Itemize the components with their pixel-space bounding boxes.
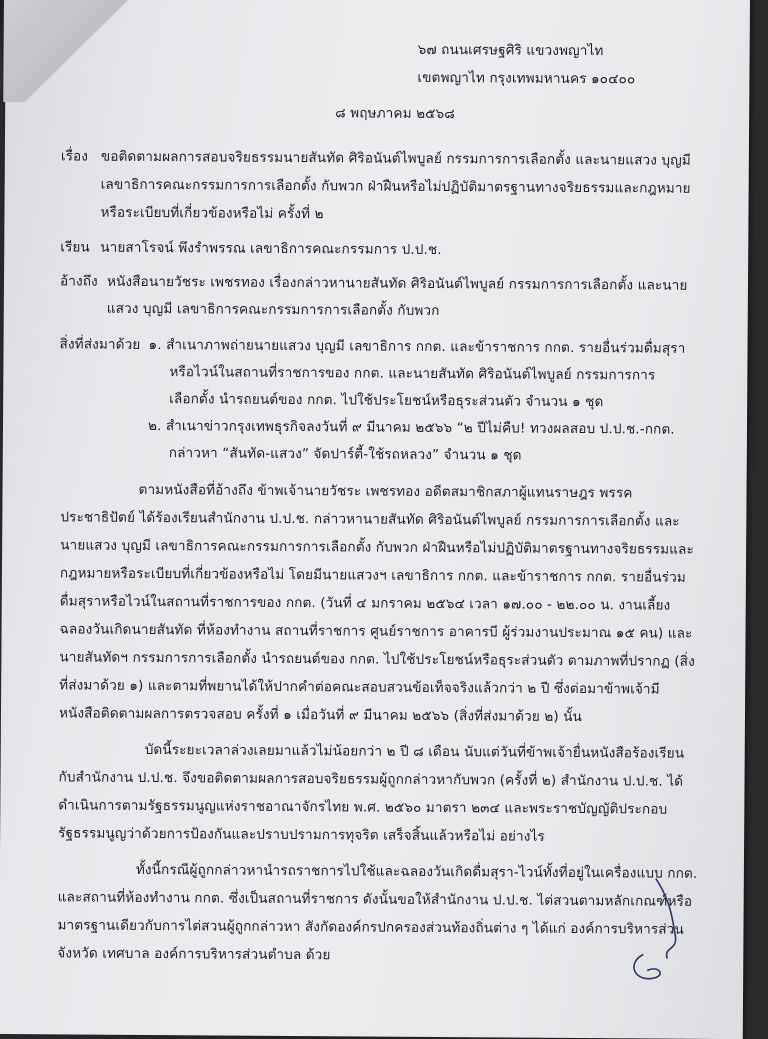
subject-line: เลขาธิการคณะกรรมการการเลือกตั้ง กับพวก ฝ่าฝืนหรือไม่ปฏิบัติมาตรฐานทางจริยธรรมและกฎหมาย: [100, 176, 691, 197]
reference-line: แสวง บุญมี เลขาธิการคณะกรรมการการเลือกตั้ง กับพวก: [106, 300, 440, 320]
enclosure-line: ๒. สำเนาข่าวกรุงเทพธุรกิจลงวันที่ ๙ มีนาคม ๒๕๖๖ “๒ ปีไม่คืบ! ทวงผลสอบ ป.ป.ช.-กกต.: [147, 418, 675, 438]
body-line: ดื่มสุราหรือไวน์ในสถานที่ราชการของ กกต. (วันที่ ๔ มกราคม ๒๕๖๔ เวลา ๑๗.๐๐ - ๒๒.๐๐ น. งานเลี้ยง: [59, 593, 671, 614]
body-line: มาตรฐานเดียวกับการไต่สวนผู้ถูกกล่าวหา สังกัดองค์กรปกครองส่วนท้องถิ่นต่าง ๆ ได้แก่ องค์การบริหารส่วน: [57, 917, 684, 938]
to-recipient: นายสาโรจน์ พึงรำพรรณ เลขาธิการคณะกรรมการ ป.ป.ช.: [100, 239, 442, 259]
subject-label: เรื่อง: [60, 148, 89, 165]
enclosure-line: ๑. สำเนาภาพถ่ายนายแสวง บุญมี เลขาธิการ กกต. และข้าราชการ กกต. รายอื่นร่วมดื่มสุรา: [148, 337, 686, 357]
body-line: ประชาธิปัตย์ ได้ร้องเรียนสำนักงาน ป.ป.ช. กล่าวหานายสันทัด ศิริอนันต์ไพบูลย์ กรรมการการเลือกตั้ง และ: [60, 509, 680, 530]
body-line: ฉลองวันเกิดนายสันทัด ที่ห้องทำงาน สถานที่ราชการ ศูนย์ราชการ อาคารบี ผู้ร่วมงานประมาณ ๑๕ คน) และ: [59, 621, 693, 642]
body-line: นายสันทัดฯ กรรมการการเลือกตั้ง นำรถยนต์ของ กกต. ไปใช้ประโยชน์หรือธุระส่วนตัว ตามภาพที่ปรากฏ (สิ่ง: [59, 649, 695, 670]
address-line-1: ๖๗ ถนนเศรษฐศิริ แขวงพญาไท: [417, 41, 604, 60]
reference-line: หนังสือนายวัชระ เพชรทอง เรื่องกล่าวหานายสันทัด ศิริอนันต์ไพบูลย์ กรรมการการเลือกตั้ง และนาย: [106, 273, 688, 294]
letter-date: ๘ พฤษภาคม ๒๕๖๘: [335, 105, 455, 123]
handwritten-signature-mark: [625, 876, 696, 986]
body-line: ทั้งนี้กรณีผู้ถูกกล่าวหานำรถราชการไปใช้และฉลองวันเกิดดื่มสุรา-ไวน์ทั้งที่อยู่ในเครื่องแบบ กกต.: [135, 861, 698, 882]
address-line-2: เขตพญาไท กรุงเทพมหานคร ๑๐๔๐๐: [417, 69, 636, 88]
body-line: กับสำนักงาน ป.ป.ช. จึงขอติดตามผลการสอบจริยธรรมผู้ถูกกล่าวหากับพวก (ครั้งที่ ๒) สำนักงาน ป.ป.ช. ได้: [58, 769, 684, 790]
enclosure-label: สิ่งที่ส่งมาด้วย: [59, 336, 141, 353]
body-line: และสถานที่ห้องทำงาน กกต. ซึ่งเป็นสถานที่ราชการ ดังนั้นขอให้สำนักงาน ป.ป.ช. ไต่สวนตามหลักเกณฑ์หรือ: [57, 889, 693, 910]
page-fold: [3, 0, 154, 103]
body-line: บัดนี้ระยะเวลาล่วงเลยมาแล้วไม่น้อยกว่า ๒ ปี ๘ เดือน นับแต่วันที่ข้าพเจ้ายื่นหนังสือร้องเรียน: [144, 741, 685, 762]
enclosure-line: กล่าวหา “สันทัด-แสวง” จัดปาร์ตี้-ใช้รถหลวง” จำนวน ๑ ชุด: [168, 445, 522, 464]
subject-line: ขอติดตามผลการสอบจริยธรรมนายสันทัด ศิริอนันต์ไพบูลย์ กรรมการการเลือกตั้ง และนายแสวง บุญมี: [100, 148, 691, 169]
body-line: ดำเนินการตามรัฐธรรมนูญแห่งราชอาณาจักรไทย พ.ศ. ๒๕๖๐ มาตรา ๒๓๔ และพระราชบัญญัติประกอบ: [58, 797, 668, 818]
body-line: กฎหมายหรือระเบียบที่เกี่ยวข้องหรือไม่ โดยมีนายแสวงฯ เลขาธิการ กกต. และข้าราชการ กกต. รายอื่นร่วม: [59, 565, 686, 586]
enclosure-line: หรือไวน์ในสถานที่ราชการของ กกต. และนายสันทัด ศิริอนันต์ไพบูลย์ กรรมการการ: [169, 364, 656, 384]
body-line: จังหวัด เทศบาล องค์การบริหารส่วนตำบล ด้วย: [57, 945, 331, 964]
body-line: รัฐธรรมนูญว่าด้วยการป้องกันและปราบปรามการทุจริต เสร็จสิ้นแล้วหรือไม่ อย่างไร: [58, 825, 545, 845]
subject-line: หรือระเบียบที่เกี่ยวข้องหรือไม่ ครั้งที่ ๒: [100, 204, 324, 223]
body-line: ที่ส่งมาด้วย ๑) และตามที่พยานได้ให้ปากคำต่อคณะสอบสวนข้อเท็จจริงแล้วกว่า ๒ ปี ซึ่งต่อมาข้าพเจ้ามี: [59, 677, 660, 698]
body-line: นายแสวง บุญมี เลขาธิการคณะกรรมการการเลือกตั้ง กับพวก ฝ่าฝืนหรือไม่ปฏิบัติมาตรฐานทางจริยธรรมและ: [60, 537, 694, 558]
body-line: หนังสือติดตามผลการตรวจสอบ ครั้งที่ ๑ เมื่อวันที่ ๙ มีนาคม ๒๕๖๖ (สิ่งที่ส่งมาด้วย ๒) นั้น: [58, 705, 583, 726]
body-line: ตามหนังสือที่อ้างถึง ข้าพเจ้านายวัชระ เพชรทอง อดีตสมาชิกสภาผู้แทนราษฎร พรรค: [138, 481, 633, 502]
to-label: เรียน: [60, 239, 90, 256]
reference-label: อ้างถึง: [59, 273, 98, 290]
enclosure-line: เลือกตั้ง นำรถยนต์ของ กกต. ไปใช้ประโยชน์หรือธุระส่วนตัว จำนวน ๑ ชุด: [169, 391, 604, 411]
